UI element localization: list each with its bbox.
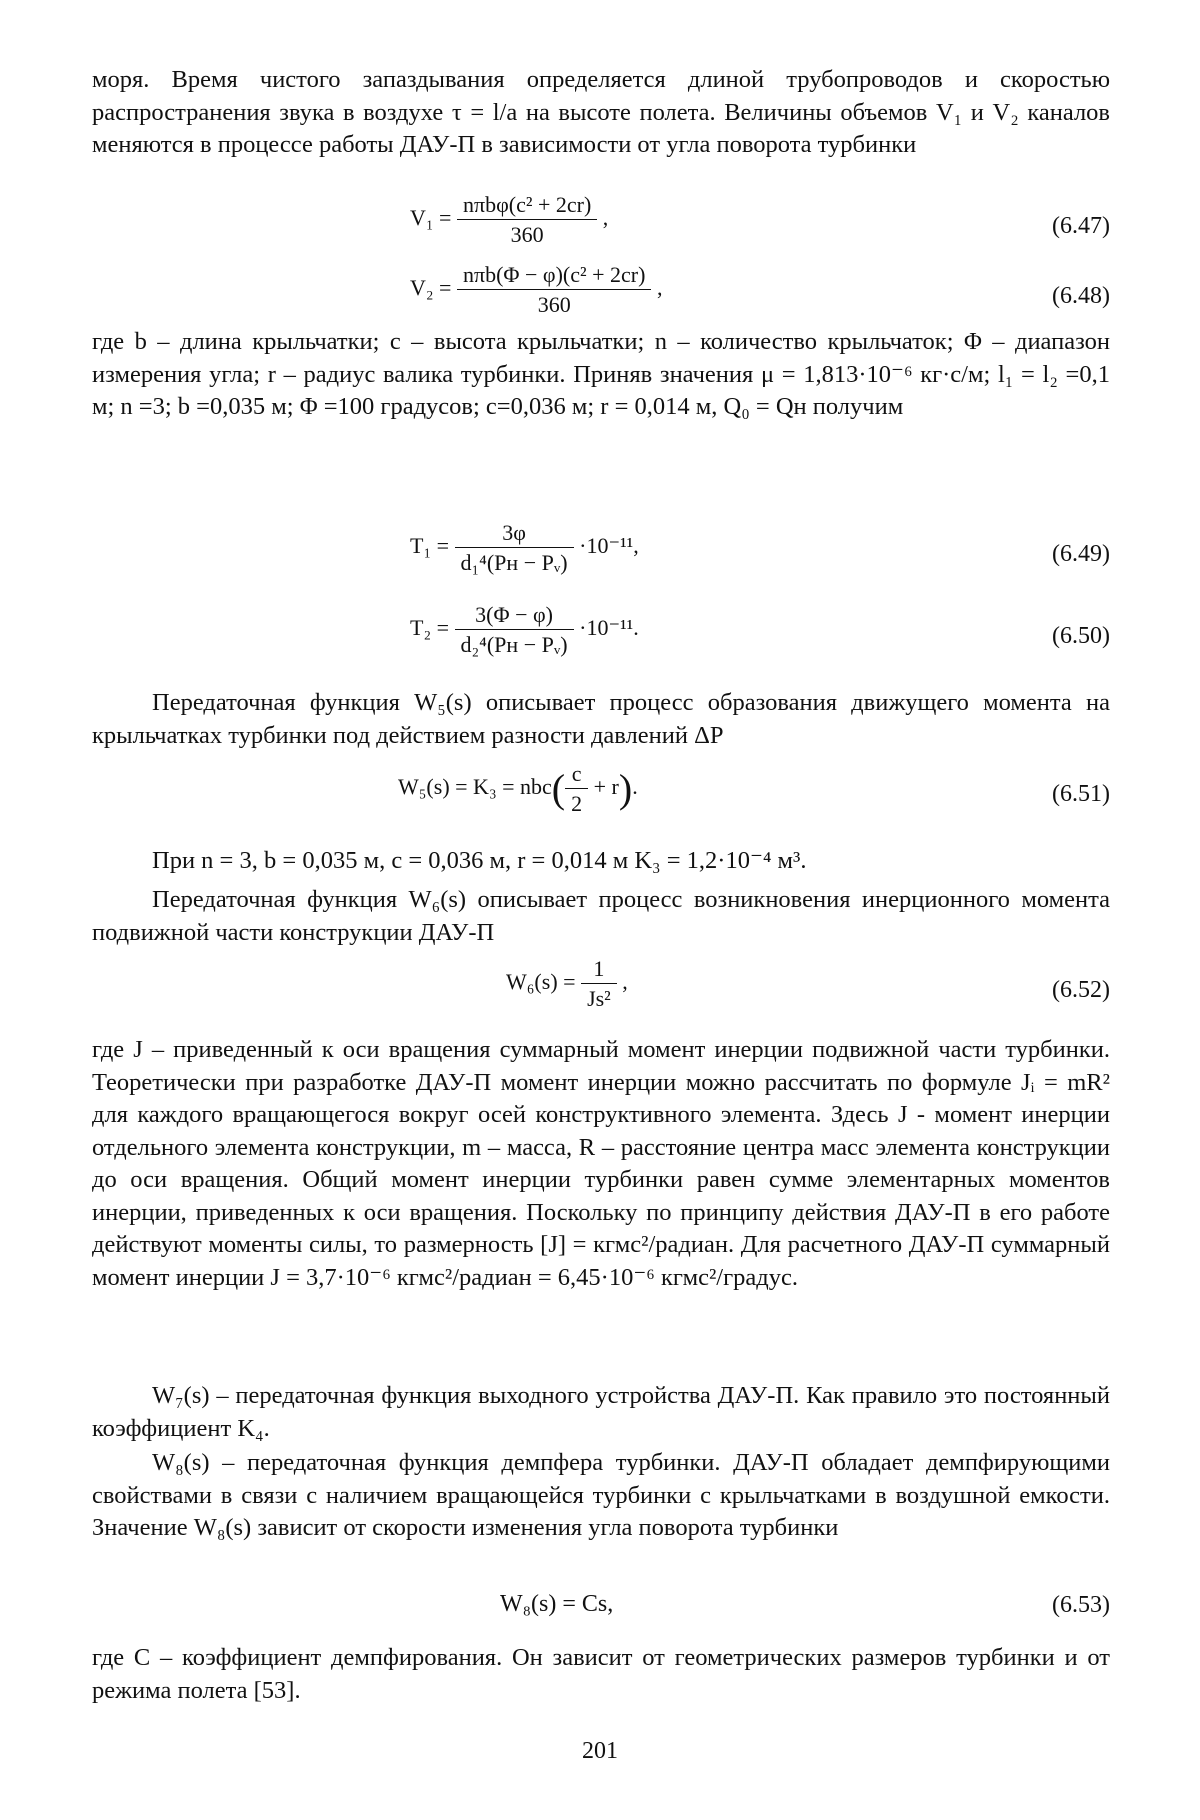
eq-number-6-49: (6.49) — [1052, 541, 1110, 567]
eq-6-47-fraction — [457, 194, 597, 246]
eq-6-48-tail: , — [656, 275, 663, 301]
eq-6-52-fraction — [581, 958, 617, 1010]
equation-6-50 — [410, 604, 639, 656]
eq-6-50-denominator: d₂⁴(Pн − Pᵥ) — [460, 632, 568, 657]
paragraph-8: W₈(s) – передаточная функция демпфера турбинки. ДАУ-П обладает демпфирующими свойствами в связи с наличием вращающейся турбинки с крыльчатками в воздушной емкости. Значение W₈(s) зависит от скорости изменения угла поворота турбинки — [92, 1449, 1110, 1541]
eq-number-6-47: (6.47) — [1052, 213, 1110, 239]
paragraph-2: где b – длина крыльчатки; c – высота крыльчатки; n – количество крыльчаток; Φ – диапазон измерения угла; r – радиус валика турбинки. Приняв значения μ = 1,813·10⁻⁶ кг·с/м; l₁ = l₂ =0,1 м; n =3; b =0,035 м; Φ =100 градусов; c=0,036 м; r = 0,014 м, Q₀ = Qн получим — [92, 328, 1110, 420]
eq-6-52-denominator: Js² — [587, 986, 611, 1011]
eq-6-49-fraction — [455, 522, 574, 574]
paragraph-6: где J – приведенный к оси вращения суммарный момент инерции подвижной части турбинки. Теоретически при разработке ДАУ-П момент инерции можно рассчитать по формуле Jᵢ = mR² для каждого вращающегося вокруг осей конструктивного элемента. Здесь J - момент инерции отдельного элемента конструкции, m – масса, R – расстояние центра масс элемента конструкции до оси вращения. Общий момент инерции турбинки равен сумме элементарных моментов инерции, приведенных к оси вращения. Поскольку по принципу действия ДАУ-П в его работе действуют моменты силы, то размерность [J] = кгмс²/радиан. Для расчетного ДАУ-П суммарный момент инерции J = 3,7·10⁻⁶ кгмс²/радиан = 6,45·10⁻⁶ кгмс²/градус. — [92, 1036, 1110, 1291]
eq-6-49-numerator: 3φ — [455, 522, 574, 548]
eq-number-6-51: (6.51) — [1052, 781, 1110, 807]
eq-6-51-lhs: W₅(s) = K₃ = nbc — [398, 774, 552, 800]
eq-number-6-53: (6.53) — [1052, 1592, 1110, 1618]
eq-6-48-lhs: V₂ = — [410, 275, 452, 301]
eq-6-51-right-paren: ) — [618, 766, 633, 811]
eq-6-48-numerator: nπb(Φ − φ)(c² + 2cr) — [457, 264, 651, 290]
eq-number-6-52: (6.52) — [1052, 977, 1110, 1003]
eq-6-50-lhs: T₂ = — [410, 615, 450, 641]
eq-6-47-lhs: V₁ = — [410, 205, 452, 231]
eq-6-49-denominator: d₁⁴(Pн − Pᵥ) — [460, 550, 568, 575]
equation-6-48 — [410, 264, 662, 316]
eq-6-47-denominator: 360 — [510, 222, 544, 247]
eq-6-52-tail: , — [622, 969, 628, 995]
eq-6-50-tail: ·10⁻¹¹. — [579, 615, 639, 641]
eq-6-52-numerator: 1 — [581, 958, 617, 984]
eq-6-47-numerator: nπbφ(c² + 2cr) — [457, 194, 597, 220]
equation-6-53: W₈(s) = Cs, — [500, 1591, 614, 1617]
eq-6-51-left-paren: ( — [551, 766, 566, 811]
eq-6-47-tail: , — [602, 205, 609, 231]
eq-6-49-tail: ·10⁻¹¹, — [579, 533, 639, 559]
page-number: 201 — [582, 1738, 618, 1764]
eq-number-6-48: (6.48) — [1052, 283, 1110, 309]
equation-6-51: W₅(s) = K₃ = nbc( $\frac{c}{2}$ + r). — [398, 761, 638, 816]
eq-number-6-50: (6.50) — [1052, 623, 1110, 649]
eq-6-51-denominator: 2 — [571, 791, 583, 816]
paragraph-4: При n = 3, b = 0,035 м, c = 0,036 м, r = 0,014 м K₃ = 1,2·10⁻⁴ м³. — [152, 847, 807, 874]
equation-6-49 — [410, 522, 639, 574]
eq-6-50-fraction — [455, 604, 574, 656]
paragraph-9: где C – коэффициент демпфирования. Он зависит от геометрических размеров турбинки и от режима полета [53]. — [92, 1644, 1110, 1704]
eq-6-52-lhs: W₆(s) = — [506, 969, 576, 995]
eq-6-51-tail: + r — [593, 774, 619, 800]
eq-6-51-fraction — [565, 763, 588, 815]
eq-6-48-denominator: 360 — [537, 292, 571, 317]
eq-6-50-numerator: 3(Φ − φ) — [455, 604, 574, 630]
paragraph-7: W₇(s) – передаточная функция выходного устройства ДАУ-П. Как правило это постоянный коэффициент K₄. — [92, 1382, 1110, 1442]
eq-6-51-numerator: c — [565, 763, 588, 789]
equation-6-47 — [410, 194, 608, 246]
equation-6-52 — [506, 958, 628, 1010]
paragraph-3: Передаточная функция W₅(s) описывает процесс образования движущего момента на крыльчатках турбинки под действием разности давлений ΔP — [92, 689, 1110, 749]
eq-6-49-lhs: T₁ = — [410, 533, 450, 559]
paragraph-5: Передаточная функция W₆(s) описывает процесс возникновения инерционного момента подвижной части конструкции ДАУ-П — [92, 886, 1110, 946]
eq-6-48-fraction — [457, 264, 651, 316]
paragraph-1: моря. Время чистого запаздывания определяется длиной трубопроводов и скоростью распространения звука в воздухе τ = l/a на высоте полета. Величины объемов V₁ и V₂ каналов меняются в процессе работы ДАУ-П в зависимости от угла поворота турбинки — [92, 66, 1110, 158]
